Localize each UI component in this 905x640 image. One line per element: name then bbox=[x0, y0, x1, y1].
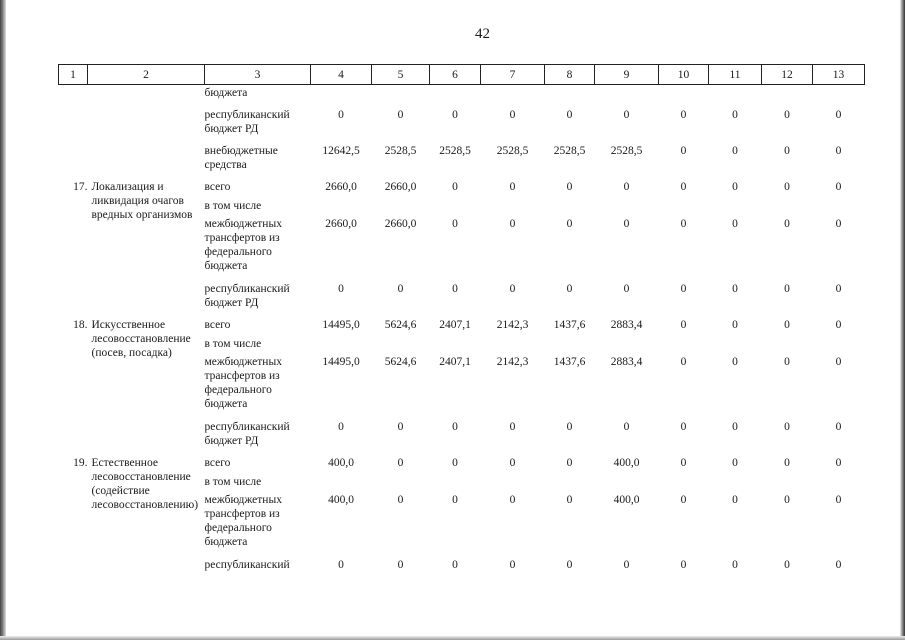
value-cell: 0 bbox=[732, 108, 738, 121]
value-cell: 0 bbox=[397, 456, 404, 469]
activity-name bbox=[88, 474, 205, 492]
value-cell: 0 bbox=[452, 217, 458, 230]
value-cell: 2528,5 bbox=[553, 144, 586, 157]
row-index bbox=[59, 336, 88, 354]
value-cell: 0 bbox=[566, 420, 573, 433]
value-cell: 0 bbox=[338, 282, 344, 295]
value-cell: 14495,0 bbox=[322, 355, 360, 368]
value-cell bbox=[595, 336, 659, 354]
value-cell bbox=[311, 198, 372, 216]
value-cell: 0 bbox=[680, 282, 687, 295]
value-cell bbox=[762, 474, 813, 492]
value-cell: 0 bbox=[680, 318, 687, 331]
table-row bbox=[59, 474, 865, 492]
table-row bbox=[59, 281, 865, 317]
value-cell: 0 bbox=[623, 558, 630, 571]
table-row bbox=[59, 317, 865, 336]
budget-table bbox=[58, 64, 865, 579]
value-cell: 0 bbox=[732, 217, 738, 230]
table-row bbox=[59, 85, 865, 107]
value-cell: 0 bbox=[835, 420, 842, 433]
value-cell bbox=[709, 85, 762, 107]
value-cell bbox=[430, 474, 481, 492]
table-body bbox=[59, 85, 865, 579]
activity-name bbox=[88, 216, 205, 281]
value-cell bbox=[545, 85, 595, 107]
row-index: 17. bbox=[73, 180, 88, 193]
value-cell: 0 bbox=[397, 493, 404, 506]
value-cell bbox=[372, 198, 430, 216]
value-cell: 0 bbox=[784, 318, 790, 331]
value-cell: 0 bbox=[680, 456, 687, 469]
value-cell: 0 bbox=[680, 180, 687, 193]
value-cell: 0 bbox=[566, 217, 573, 230]
value-cell: 0 bbox=[732, 456, 738, 469]
value-cell: 0 bbox=[452, 558, 458, 571]
value-cell: 0 bbox=[397, 282, 404, 295]
value-cell: 400,0 bbox=[613, 493, 640, 506]
value-cell: 0 bbox=[784, 493, 790, 506]
scan-edge-bottom bbox=[0, 636, 905, 640]
activity-name-text: Искусственное лесовосстановление (посев, посадка) bbox=[91, 318, 191, 359]
scan-edge-right bbox=[900, 0, 905, 640]
table-row bbox=[59, 336, 865, 354]
value-cell: 2528,5 bbox=[384, 144, 417, 157]
value-cell bbox=[762, 336, 813, 354]
table-row bbox=[59, 107, 865, 143]
page-number: 42 bbox=[475, 26, 490, 42]
col-header: 5 bbox=[372, 65, 430, 85]
value-cell: 0 bbox=[732, 282, 738, 295]
funding-source: республиканский бюджет РД bbox=[204, 420, 290, 447]
row-index bbox=[59, 281, 88, 317]
col-header: 7 bbox=[481, 65, 545, 85]
activity-name bbox=[88, 336, 205, 354]
value-cell: 0 bbox=[784, 420, 790, 433]
value-cell: 400,0 bbox=[328, 456, 354, 469]
activity-name bbox=[88, 455, 205, 511]
value-cell: 0 bbox=[509, 558, 516, 571]
value-cell: 400,0 bbox=[613, 456, 640, 469]
col-header: 10 bbox=[659, 65, 709, 85]
activity-name bbox=[88, 107, 205, 143]
value-cell: 0 bbox=[566, 108, 573, 121]
funding-source: внебюджетные средства bbox=[204, 144, 278, 171]
value-cell: 0 bbox=[732, 144, 738, 157]
value-cell: 0 bbox=[452, 493, 458, 506]
value-cell: 400,0 bbox=[328, 493, 354, 506]
value-cell: 0 bbox=[835, 217, 842, 230]
value-cell bbox=[311, 336, 372, 354]
table-row bbox=[59, 492, 865, 557]
value-cell: 0 bbox=[566, 493, 573, 506]
funding-source: республиканский бюджет РД bbox=[204, 108, 290, 135]
value-cell: 0 bbox=[784, 355, 790, 368]
value-cell: 0 bbox=[452, 108, 458, 121]
value-cell: 0 bbox=[784, 108, 790, 121]
value-cell bbox=[372, 474, 430, 492]
value-cell bbox=[813, 198, 865, 216]
row-index bbox=[59, 474, 88, 492]
value-cell bbox=[659, 336, 709, 354]
value-cell bbox=[481, 85, 545, 107]
value-cell: 2660,0 bbox=[325, 180, 357, 193]
value-cell: 5624,6 bbox=[384, 318, 417, 331]
value-cell bbox=[709, 336, 762, 354]
value-cell: 0 bbox=[509, 493, 516, 506]
value-cell: 0 bbox=[835, 144, 842, 157]
table-row bbox=[59, 216, 865, 281]
row-index bbox=[59, 419, 88, 455]
row-index bbox=[59, 107, 88, 143]
value-cell: 0 bbox=[680, 108, 687, 121]
value-cell: 0 bbox=[835, 282, 842, 295]
row-index bbox=[59, 557, 88, 579]
value-cell: 0 bbox=[784, 217, 790, 230]
value-cell: 0 bbox=[732, 318, 738, 331]
col-header: 3 bbox=[205, 65, 311, 85]
row-index bbox=[59, 143, 88, 179]
value-cell bbox=[659, 198, 709, 216]
value-cell: 2528,5 bbox=[610, 144, 643, 157]
table-row bbox=[59, 557, 865, 579]
value-cell: 2528,5 bbox=[496, 144, 529, 157]
value-cell bbox=[813, 336, 865, 354]
value-cell: 0 bbox=[397, 558, 404, 571]
value-cell: 2142,3 bbox=[496, 318, 529, 331]
value-cell: 0 bbox=[784, 456, 790, 469]
value-cell: 2407,1 bbox=[439, 355, 471, 368]
value-cell: 0 bbox=[835, 355, 842, 368]
activity-name bbox=[88, 419, 205, 455]
table-row bbox=[59, 455, 865, 474]
funding-source: всего bbox=[204, 180, 231, 193]
col-header: 8 bbox=[545, 65, 595, 85]
value-cell: 1437,6 bbox=[553, 355, 586, 368]
value-cell: 0 bbox=[623, 282, 630, 295]
funding-source: в том числе bbox=[204, 199, 262, 212]
value-cell: 0 bbox=[680, 493, 687, 506]
activity-name bbox=[88, 198, 205, 216]
row-index bbox=[59, 354, 88, 419]
value-cell: 2407,1 bbox=[439, 318, 471, 331]
value-cell bbox=[481, 336, 545, 354]
value-cell bbox=[311, 85, 372, 107]
value-cell: 0 bbox=[509, 420, 516, 433]
value-cell bbox=[659, 85, 709, 107]
col-header: 1 bbox=[59, 65, 88, 85]
value-cell bbox=[595, 474, 659, 492]
row-index bbox=[59, 198, 88, 216]
funding-source: межбюджетных трансфертов из федерального бюджета bbox=[204, 493, 282, 548]
col-header: 9 bbox=[595, 65, 659, 85]
col-header: 13 bbox=[813, 65, 865, 85]
table-row bbox=[59, 354, 865, 419]
value-cell bbox=[311, 474, 372, 492]
value-cell: 0 bbox=[835, 318, 842, 331]
value-cell: 0 bbox=[452, 180, 458, 193]
value-cell: 2142,3 bbox=[496, 355, 529, 368]
funding-source: бюджета bbox=[204, 87, 248, 99]
value-cell: 0 bbox=[784, 558, 790, 571]
value-cell: 0 bbox=[835, 108, 842, 121]
funding-source: межбюджетных трансфертов из федерального бюджета bbox=[204, 355, 282, 410]
value-cell: 0 bbox=[623, 108, 630, 121]
value-cell: 0 bbox=[623, 420, 630, 433]
value-cell bbox=[430, 85, 481, 107]
value-cell: 0 bbox=[732, 420, 738, 433]
value-cell: 2660,0 bbox=[384, 180, 417, 193]
value-cell: 0 bbox=[835, 493, 842, 506]
value-cell: 0 bbox=[732, 180, 738, 193]
value-cell: 0 bbox=[452, 456, 458, 469]
value-cell: 0 bbox=[566, 282, 573, 295]
value-cell: 2883,4 bbox=[610, 355, 643, 368]
value-cell: 0 bbox=[509, 108, 516, 121]
value-cell: 0 bbox=[835, 456, 842, 469]
value-cell bbox=[545, 198, 595, 216]
value-cell bbox=[481, 198, 545, 216]
value-cell: 0 bbox=[566, 456, 573, 469]
col-header: 4 bbox=[311, 65, 372, 85]
value-cell: 2660,0 bbox=[384, 217, 417, 230]
value-cell: 0 bbox=[680, 558, 687, 571]
activity-name bbox=[88, 179, 205, 221]
value-cell: 0 bbox=[397, 108, 404, 121]
col-header: 11 bbox=[709, 65, 762, 85]
row-index: 19. bbox=[73, 456, 88, 469]
table-row bbox=[59, 419, 865, 455]
activity-name bbox=[88, 143, 205, 179]
value-cell: 0 bbox=[732, 493, 738, 506]
value-cell: 0 bbox=[623, 180, 630, 193]
value-cell: 12642,5 bbox=[322, 144, 360, 157]
value-cell: 0 bbox=[338, 558, 344, 571]
value-cell: 0 bbox=[397, 420, 404, 433]
value-cell bbox=[762, 198, 813, 216]
value-cell: 0 bbox=[680, 144, 687, 157]
value-cell bbox=[762, 85, 813, 107]
value-cell: 0 bbox=[835, 180, 842, 193]
value-cell: 0 bbox=[732, 355, 738, 368]
value-cell: 14495,0 bbox=[322, 318, 360, 331]
funding-source: межбюджетных трансфертов из федерального бюджета bbox=[204, 217, 282, 272]
activity-name bbox=[88, 557, 205, 579]
value-cell bbox=[372, 85, 430, 107]
value-cell bbox=[430, 198, 481, 216]
activity-name bbox=[88, 281, 205, 317]
table-row bbox=[59, 179, 865, 198]
value-cell bbox=[545, 336, 595, 354]
value-cell: 1437,6 bbox=[553, 318, 586, 331]
value-cell: 0 bbox=[680, 217, 687, 230]
funding-source: всего bbox=[204, 318, 231, 331]
value-cell: 0 bbox=[784, 282, 790, 295]
value-cell: 0 bbox=[452, 420, 458, 433]
row-index: 18. bbox=[73, 318, 88, 331]
value-cell bbox=[813, 474, 865, 492]
activity-name-text: Естественное лесовосстановление (содействие лесовосстановлению) bbox=[91, 456, 199, 511]
column-number-row bbox=[59, 65, 865, 85]
table-row bbox=[59, 143, 865, 179]
value-cell bbox=[545, 474, 595, 492]
funding-source: в том числе bbox=[204, 475, 262, 488]
col-header: 12 bbox=[762, 65, 813, 85]
value-cell bbox=[709, 474, 762, 492]
value-cell: 0 bbox=[566, 558, 573, 571]
value-cell bbox=[595, 85, 659, 107]
value-cell: 0 bbox=[509, 456, 516, 469]
activity-name bbox=[88, 492, 205, 557]
value-cell: 0 bbox=[509, 282, 516, 295]
value-cell: 0 bbox=[835, 558, 842, 571]
value-cell bbox=[595, 198, 659, 216]
value-cell bbox=[813, 85, 865, 107]
value-cell: 2528,5 bbox=[439, 144, 471, 157]
col-header: 2 bbox=[88, 65, 205, 85]
row-index bbox=[59, 492, 88, 557]
funding-source: в том числе bbox=[204, 337, 262, 350]
funding-source: республиканский бюджет РД bbox=[204, 282, 290, 309]
value-cell: 0 bbox=[509, 217, 516, 230]
value-cell: 0 bbox=[623, 217, 630, 230]
col-header: 6 bbox=[430, 65, 481, 85]
activity-name bbox=[88, 354, 205, 419]
funding-source: всего bbox=[204, 456, 231, 469]
value-cell: 2883,4 bbox=[610, 318, 643, 331]
table-row bbox=[59, 198, 865, 216]
value-cell: 0 bbox=[680, 355, 687, 368]
activity-name-text: Локализация и ликвидация очагов вредных организмов bbox=[91, 180, 193, 221]
value-cell: 0 bbox=[452, 282, 458, 295]
value-cell bbox=[430, 336, 481, 354]
value-cell: 0 bbox=[680, 420, 687, 433]
funding-source: республиканский bbox=[204, 558, 290, 571]
value-cell: 0 bbox=[566, 180, 573, 193]
row-index bbox=[59, 85, 88, 107]
value-cell: 2660,0 bbox=[325, 217, 357, 230]
value-cell: 0 bbox=[338, 108, 344, 121]
row-index bbox=[59, 216, 88, 281]
value-cell: 0 bbox=[784, 144, 790, 157]
value-cell: 0 bbox=[509, 180, 516, 193]
value-cell bbox=[372, 336, 430, 354]
value-cell bbox=[659, 474, 709, 492]
value-cell: 0 bbox=[732, 558, 738, 571]
value-cell bbox=[481, 474, 545, 492]
scan-edge-left bbox=[0, 0, 6, 640]
value-cell: 0 bbox=[784, 180, 790, 193]
value-cell bbox=[709, 198, 762, 216]
activity-name bbox=[88, 317, 205, 359]
value-cell: 5624,6 bbox=[384, 355, 417, 368]
value-cell: 0 bbox=[338, 420, 344, 433]
activity-name bbox=[88, 85, 205, 107]
